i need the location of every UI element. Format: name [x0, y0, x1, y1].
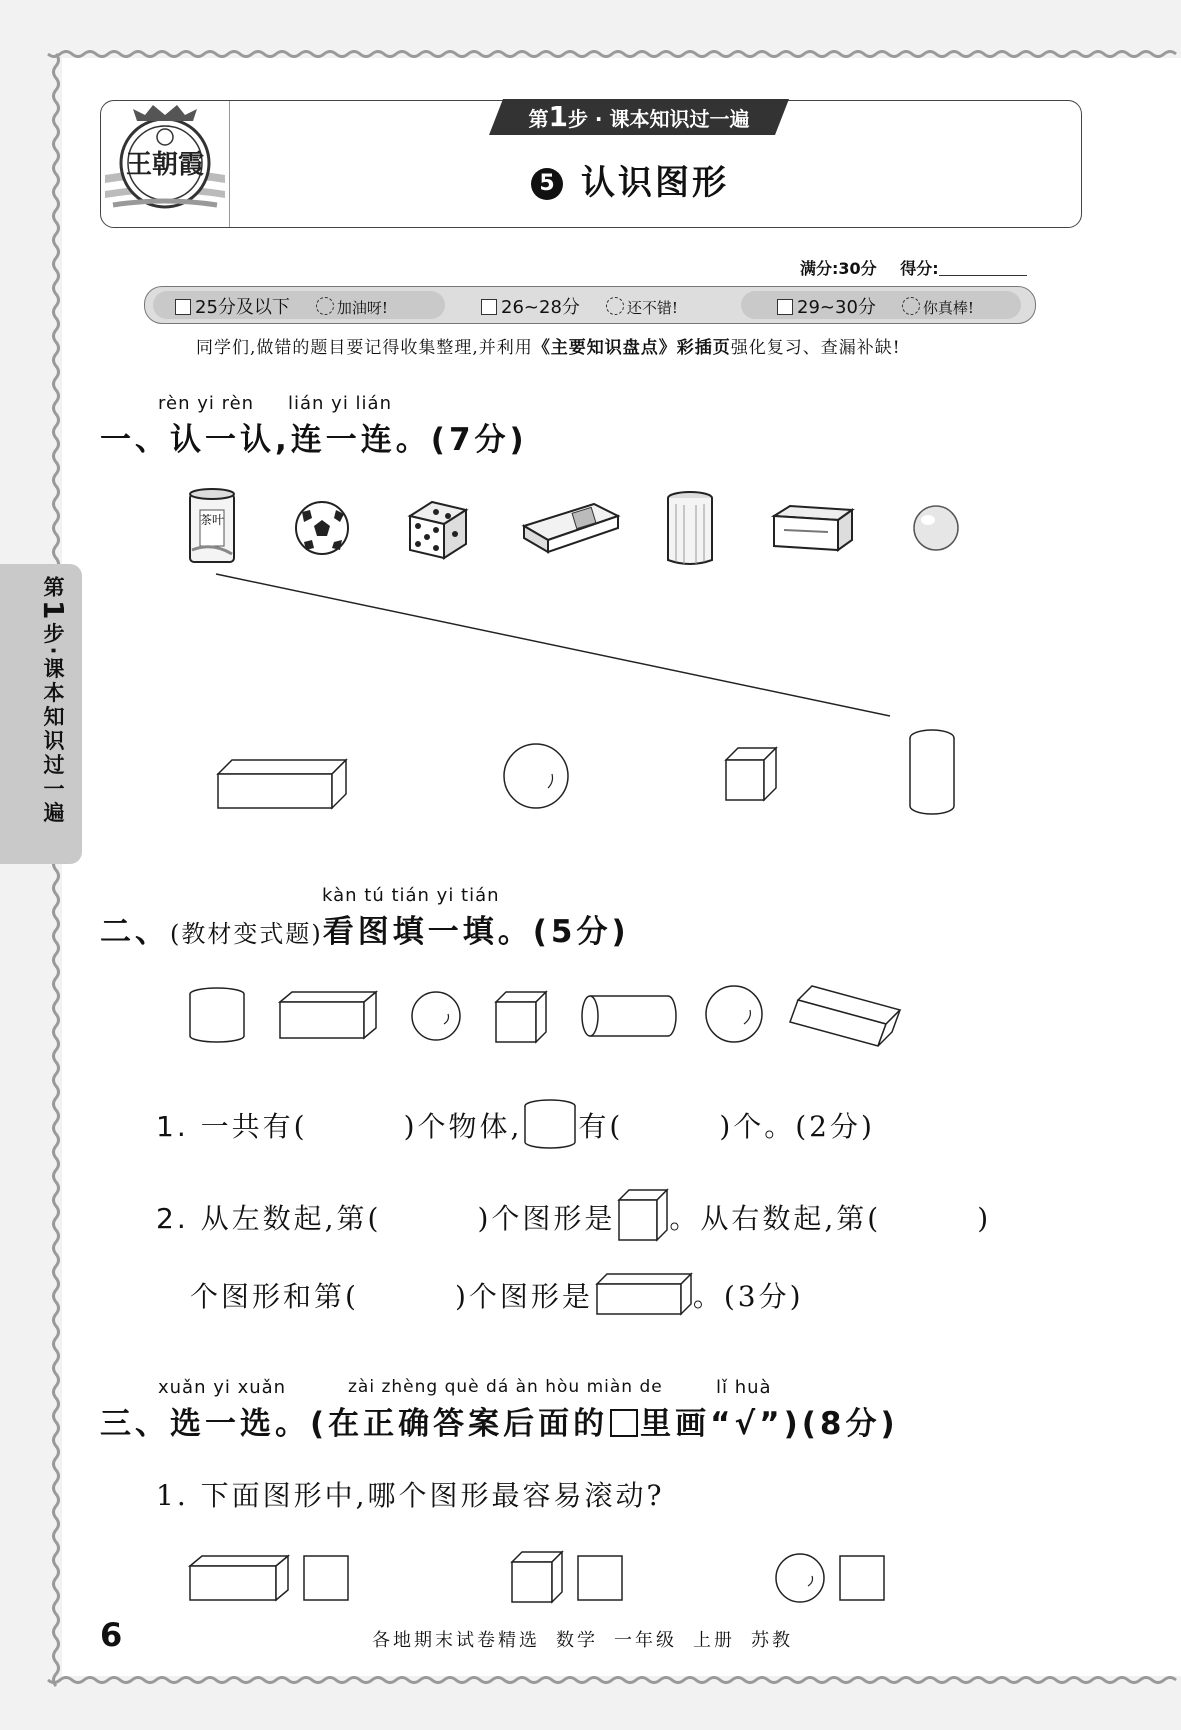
- tea-can-label: 茶叶: [199, 513, 225, 527]
- option-sphere: [776, 1554, 824, 1602]
- shape-4-cube: [496, 992, 546, 1042]
- rating-checkbox-2[interactable]: [481, 299, 497, 315]
- section1-figure: [0, 470, 1181, 890]
- cube-icon: [615, 1188, 669, 1242]
- section3-pinyin-b: zài zhèng què dá àn hòu miàn de: [348, 1377, 663, 1397]
- side-step-label: 第1步·课本知识过一遍: [37, 576, 70, 826]
- section2-question-2: 2. 从左数起,第( )个图形是 。从右数起,第( ): [156, 1188, 991, 1242]
- unit-title: [531, 155, 729, 204]
- shape-6-sphere: [706, 986, 762, 1042]
- logo-seal-icon: [101, 101, 229, 227]
- review-notice: 同学们,做错的题目要记得收集整理,并利用《主要知识盘点》彩插页强化复习、查漏补缺!: [196, 338, 901, 358]
- dice-object[interactable]: [410, 502, 466, 558]
- cylinder-icon: [522, 1098, 578, 1150]
- glass-marble-object[interactable]: [914, 506, 958, 550]
- full-score: 满分:30分: [800, 259, 877, 278]
- unit-number-badge: 5: [531, 168, 563, 200]
- shape-7-cuboid-tilted: [790, 986, 900, 1046]
- answer-connection-line: [216, 574, 890, 716]
- section3-options: [0, 1548, 1181, 1618]
- shape-1-cylinder: [190, 988, 244, 1042]
- score-label: 得分:: [900, 259, 939, 278]
- tea-can-object[interactable]: [190, 489, 234, 562]
- step-tab: [489, 99, 789, 135]
- option-3-checkbox[interactable]: [840, 1556, 884, 1600]
- score-line: [800, 256, 1027, 279]
- section1-pinyin-b: lián yi lián: [288, 393, 392, 414]
- page-number: 6: [100, 1616, 123, 1654]
- section2-pinyin: kàn tú tián yi tián: [322, 885, 500, 906]
- pencil-box-object[interactable]: [524, 504, 618, 552]
- shape-3-sphere: [412, 992, 460, 1040]
- section3-pinyin-c: lǐ huà: [716, 1377, 772, 1398]
- section3-question-1: 1. 下面图形中,哪个图形最容易滚动?: [156, 1479, 665, 1512]
- section1-title: 一、认一认,连一连。(7分): [100, 422, 528, 458]
- score-blank[interactable]: [939, 261, 1027, 276]
- cuboid-icon: [593, 1272, 693, 1316]
- option-cube: [512, 1552, 562, 1602]
- header-box: [100, 100, 1082, 228]
- section1-pinyin-a: rèn yi rèn: [158, 393, 255, 414]
- step-tab-label: 第1步 · 课本知识过一遍: [528, 100, 750, 133]
- cuboid-shape[interactable]: [218, 760, 346, 808]
- unit-title-text: 认识图形: [581, 163, 729, 203]
- section3-title: 三、选一选。(在正确答案后面的 里画“√”)(8分): [100, 1406, 899, 1442]
- rating-option-2: 26~28分 还不错!: [481, 293, 678, 319]
- rating-checkbox-1[interactable]: [175, 299, 191, 315]
- section2-title: 二、(教材变式题)看图填一填。(5分): [100, 914, 630, 950]
- shape-2-cuboid: [280, 992, 376, 1038]
- option-cuboid: [190, 1556, 288, 1600]
- option-2-checkbox[interactable]: [578, 1556, 622, 1600]
- pen-holder-object[interactable]: [668, 492, 712, 564]
- section3-pinyin-a: xuǎn yi xuǎn: [158, 1377, 287, 1398]
- self-rating-bar: [144, 286, 1036, 324]
- rating-option-1: 25分及以下 加油呀!: [175, 293, 388, 319]
- section2-question-2-cont: 个图形和第( )个图形是 。(3分): [190, 1272, 804, 1316]
- checkbox-square-icon: [610, 1409, 638, 1437]
- svg-text:王朝霞: 王朝霞: [125, 150, 205, 180]
- soccer-ball-object[interactable]: [296, 502, 348, 554]
- rating-option-3: 29~30分 你真棒!: [777, 293, 974, 319]
- cylinder-shape[interactable]: [910, 730, 954, 814]
- shape-5-cylinder-lying: [582, 996, 676, 1036]
- option-1-checkbox[interactable]: [304, 1556, 348, 1600]
- sphere-shape[interactable]: [504, 744, 568, 808]
- brand-logo: [101, 101, 230, 227]
- footer-info: 各地期末试卷精选 数学 一年级 上册 苏教: [372, 1630, 793, 1651]
- section2-shapes-row: [0, 980, 1181, 1080]
- cube-shape[interactable]: [726, 748, 776, 800]
- rating-checkbox-3[interactable]: [777, 299, 793, 315]
- section2-question-1: 1. 一共有( )个物体, 有( )个。(2分): [156, 1098, 875, 1150]
- cardboard-box-object[interactable]: [774, 506, 852, 550]
- smiley-icon: [316, 297, 334, 315]
- smiley-icon: [606, 297, 624, 315]
- smiley-icon: [902, 297, 920, 315]
